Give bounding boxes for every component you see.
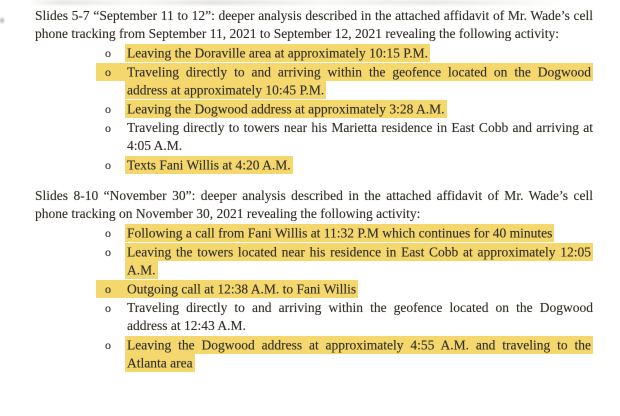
highlight: Leaving the towers located near his residence in East Cobb at approximately 12:05 A.M. [127, 244, 591, 277]
bullet-text [127, 100, 593, 118]
highlight: Leaving the Dogwood address at approximately 4:55 A.M. and traveling to the Atlanta area [127, 337, 591, 370]
highlight: Leaving the Doraville area at approximately 10:15 P.M. [127, 45, 429, 60]
bullet-text [127, 224, 593, 242]
bullet-text [127, 336, 593, 372]
bullet-marker: o [105, 301, 111, 315]
bullet-item [105, 156, 593, 174]
document-section-2 [35, 187, 593, 372]
highlight: Traveling directly to and arriving within the geofence located on the Dogwood address at approximately 10:45 P.M. [127, 64, 591, 97]
bullet-text: Traveling directly to towers near his Marietta residence in East Cobb and arriving at 4:05 A.M. [127, 120, 593, 153]
bullet-list [35, 44, 593, 174]
bullet-text [127, 243, 593, 279]
bullet-marker: o [105, 158, 111, 172]
bullet-item [105, 336, 593, 372]
bullet-item [105, 44, 593, 62]
bullet-item [105, 243, 593, 279]
bullet-marker: o [105, 102, 111, 116]
highlight: Texts Fani Willis at 4:20 A.M. [127, 157, 291, 172]
section-intro: Slides 8-10 “November 30”: deeper analysis described in the attached affidavit of Mr. Wade’s cell phone tracking on November 30, 2021 revealing the following activity: [35, 188, 593, 221]
highlight: Following a call from Fani Willis at 11:32 P.M which continues for 40 minutes [127, 225, 553, 240]
bullet-marker: o [96, 63, 127, 81]
highlight: Leaving the Dogwood address at approximately 3:28 A.M. [127, 101, 445, 116]
bullet-marker: o [105, 121, 111, 135]
bullet-text: Traveling directly to and arriving within the geofence located on the Dogwood address at 12:43 A.M. [127, 300, 593, 333]
bullet-marker: o [105, 245, 111, 259]
bullet-marker: o [105, 338, 111, 352]
bullet-item [105, 280, 593, 298]
bullet-text [127, 156, 593, 174]
bullet-text [127, 280, 593, 298]
bullet-marker: o [96, 280, 127, 298]
highlight: Outgoing call at 12:38 A.M. to Fani Willis [127, 281, 357, 296]
bullet-text [127, 63, 593, 99]
bullet-item [105, 299, 593, 335]
bullet-item [105, 63, 593, 99]
bullet-text [127, 44, 593, 62]
bullet-item [105, 224, 593, 242]
bullet-list [35, 224, 593, 372]
bullet-marker: o [105, 226, 111, 240]
bullet-marker: o [105, 46, 111, 60]
bullet-item [105, 100, 593, 118]
document-section-1 [35, 7, 593, 174]
section-intro: Slides 5-7 “September 11 to 12”: deeper analysis described in the attached affidavit of Mr. Wade’s cell phone tracking from September 11, 2021 to September 12, 2021 revealing the following activity: [35, 8, 593, 41]
bullet-item [105, 119, 593, 155]
